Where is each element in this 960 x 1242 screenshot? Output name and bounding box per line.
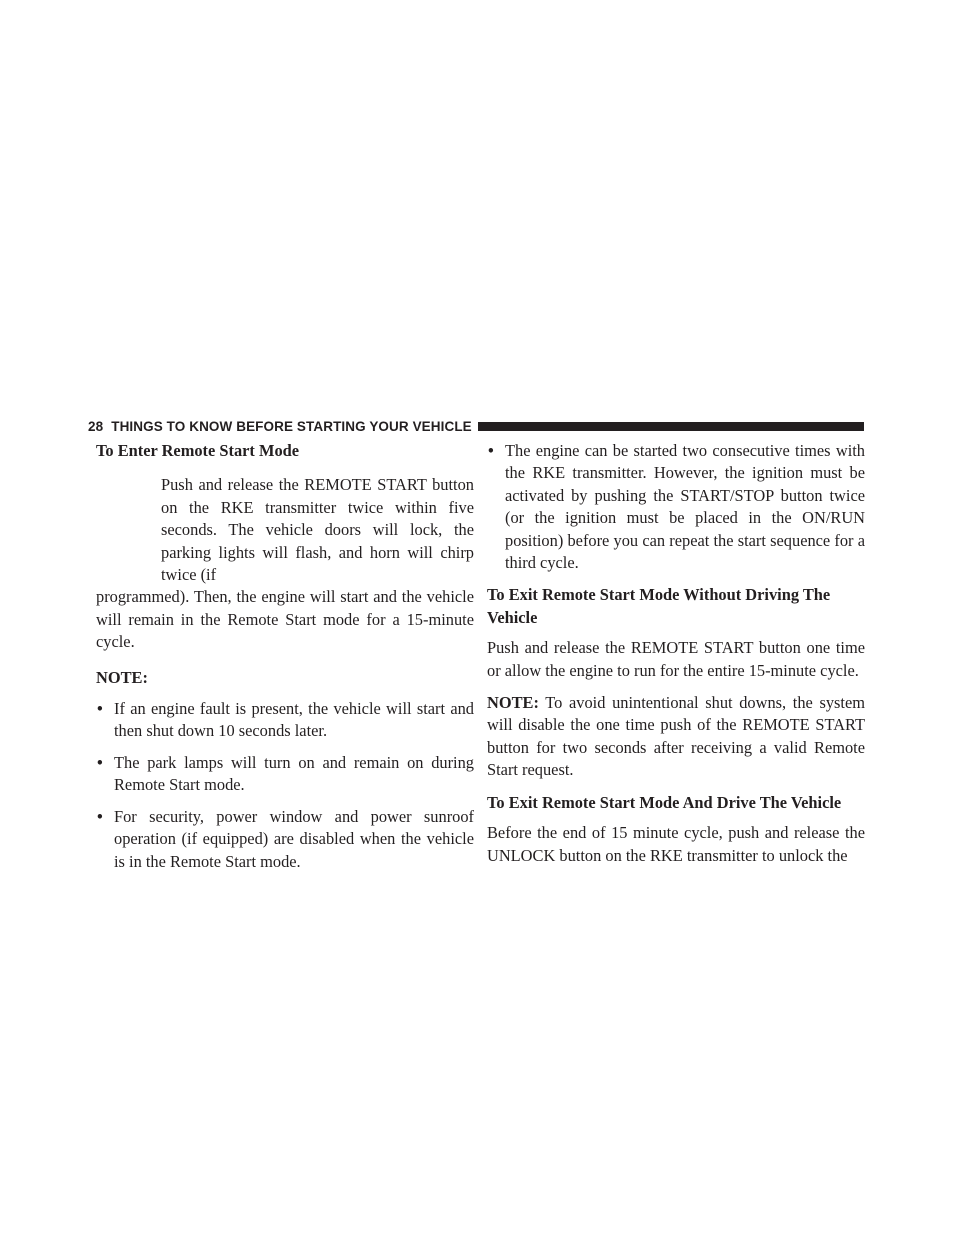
note-label: NOTE: [487, 693, 539, 713]
bullet-icon: • [488, 441, 494, 460]
exit-text: Push and release the REMOTE START button one time or allow the engine to run for the entire 15-minute cycle. [487, 638, 865, 680]
bullet-text: The park lamps will turn on and remain on during Remote Start mode. [114, 752, 474, 795]
heading-enter-remote-start: To Enter Remote Start Mode [96, 441, 300, 460]
heading-exit-and-drive: To Exit Remote Start Mode And Drive The Vehicle [487, 792, 842, 812]
list-item [96, 806, 474, 873]
note-paragraph [487, 692, 865, 782]
bullet-icon: • [97, 699, 103, 719]
page-number: 28 [88, 418, 104, 434]
bullet-text: For security, power window and power sunroof operation (if equipped) are disabled when the vehicle is in the Remote Start mode. [114, 806, 474, 871]
header-rule [478, 422, 864, 431]
bullet-text: If an engine fault is present, the vehicle will start and then shut down 10 seconds later. [114, 699, 474, 741]
intro-indented-text: Push and release the REMOTE START button on the RKE transmitter twice within five seconds. The vehicle doors will lock, the parking lights will flash, and horn will chirp twice (if [161, 475, 474, 585]
note-bullet-list [96, 698, 474, 873]
list-item [487, 440, 865, 574]
bullet-icon: • [97, 806, 103, 826]
note-label: NOTE: [96, 667, 148, 687]
heading-exit-without-driving: To Exit Remote Start Mode Without Driving The Vehicle [487, 585, 831, 627]
right-column [487, 440, 865, 867]
note-text: To avoid unintentional shut downs, the system will disable the one time push of the REMOTE START button for two seconds after receiving a valid Remote Start request. [487, 693, 865, 780]
bullet-text: The engine can be started two consecutive times with the RKE transmitter. However, the ignition must be activated by pushing the START/STOP button twice (or the ignition must be placed in the ON/RUN position) before you can repeat the start sequence for a third cycle. [505, 441, 865, 573]
section-title: THINGS TO KNOW BEFORE STARTING YOUR VEHICLE [111, 418, 472, 434]
intro-rest-text: programmed). Then, the engine will start and the vehicle will remain in the Remote Start mode for a 15-minute cycle. [96, 587, 474, 652]
drive-text: Before the end of 15 minute cycle, push and release the UNLOCK button on the RKE transmitter to unlock the [487, 823, 865, 865]
list-item [96, 698, 474, 743]
header-text [88, 419, 472, 434]
page-header [88, 417, 864, 435]
remote-start-intro [96, 474, 474, 653]
list-item [96, 752, 474, 797]
left-column [96, 440, 474, 873]
start-cycle-bullet-list [487, 440, 865, 574]
bullet-icon: • [97, 752, 103, 772]
